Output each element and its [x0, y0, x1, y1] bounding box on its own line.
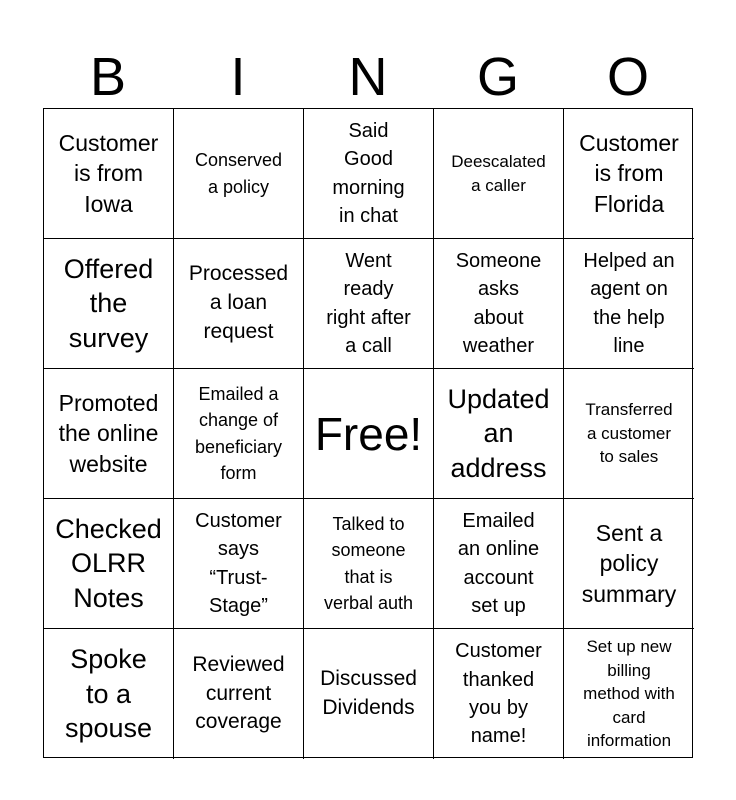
cell-text: Set up new billing method with card information	[583, 637, 675, 751]
header-letter-n: N	[348, 47, 388, 107]
bingo-cell[interactable]	[44, 239, 174, 369]
bingo-cell[interactable]	[564, 109, 694, 239]
bingo-cell[interactable]	[564, 499, 694, 629]
cell-text: Promoted the online website	[58, 389, 159, 477]
bingo-cell[interactable]	[434, 629, 564, 759]
bingo-cell[interactable]	[564, 629, 694, 759]
header-letter-b: B	[89, 47, 127, 107]
cell-text: Customer thanked you by name!	[455, 640, 542, 748]
cell-text: Customer is from Iowa	[58, 129, 159, 217]
cell-text: Helped an agent on the help line	[583, 249, 675, 357]
bingo-cell[interactable]	[174, 239, 304, 369]
bingo-cell[interactable]	[434, 239, 564, 369]
cell-text: Deescalated a caller	[451, 152, 546, 195]
free-space-label: Free!	[314, 407, 423, 460]
cell-text: Transferred a customer to sales	[585, 399, 673, 467]
bingo-cell[interactable]	[434, 109, 564, 239]
free-space-cell[interactable]	[304, 369, 434, 499]
bingo-cell[interactable]	[564, 239, 694, 369]
cell-text: Conserved a policy	[194, 150, 283, 197]
cell-text: Talked to someone that is verbal auth	[323, 514, 414, 613]
bingo-cell[interactable]	[44, 369, 174, 499]
cell-text: Emailed an online account set up	[457, 509, 540, 617]
bingo-cell[interactable]	[304, 109, 434, 239]
cell-text: Reviewed current coverage	[192, 652, 285, 734]
bingo-cell[interactable]	[304, 499, 434, 629]
bingo-cell[interactable]	[304, 629, 434, 759]
cell-text: Discussed Dividends	[320, 667, 417, 719]
bingo-cell[interactable]	[174, 369, 304, 499]
cell-text: Said Good morning in chat	[332, 119, 405, 227]
cell-text: Checked OLRR Notes	[55, 513, 162, 613]
header-letter-g: G	[476, 47, 519, 107]
bingo-cell[interactable]	[434, 499, 564, 629]
bingo-cell[interactable]	[304, 239, 434, 369]
cell-text: Emailed a change of beneficiary form	[194, 384, 283, 483]
bingo-cell[interactable]	[174, 629, 304, 759]
cell-text: Someone asks about weather	[455, 249, 542, 357]
cell-text: Sent a policy summary	[581, 519, 677, 607]
bingo-cell[interactable]	[564, 369, 694, 499]
header-letter-o: O	[606, 47, 649, 107]
bingo-cell[interactable]	[44, 499, 174, 629]
cell-text: Updated an address	[447, 383, 550, 483]
bingo-cell[interactable]	[434, 369, 564, 499]
cell-text: Offered the survey	[63, 253, 154, 353]
cell-text: Processed a loan request	[188, 262, 289, 343]
cell-text: Customer says “Trust- Stage”	[195, 509, 282, 617]
header-letter-i: I	[230, 47, 246, 107]
bingo-cell[interactable]	[174, 499, 304, 629]
bingo-cell[interactable]	[44, 629, 174, 759]
bingo-board	[43, 108, 693, 758]
cell-text: Customer is from Florida	[579, 129, 679, 217]
bingo-cell[interactable]	[44, 109, 174, 239]
bingo-header	[43, 40, 693, 108]
bingo-cell[interactable]	[174, 109, 304, 239]
cell-text: Spoke to a spouse	[64, 644, 153, 744]
cell-text: Went ready right after a call	[326, 249, 411, 357]
